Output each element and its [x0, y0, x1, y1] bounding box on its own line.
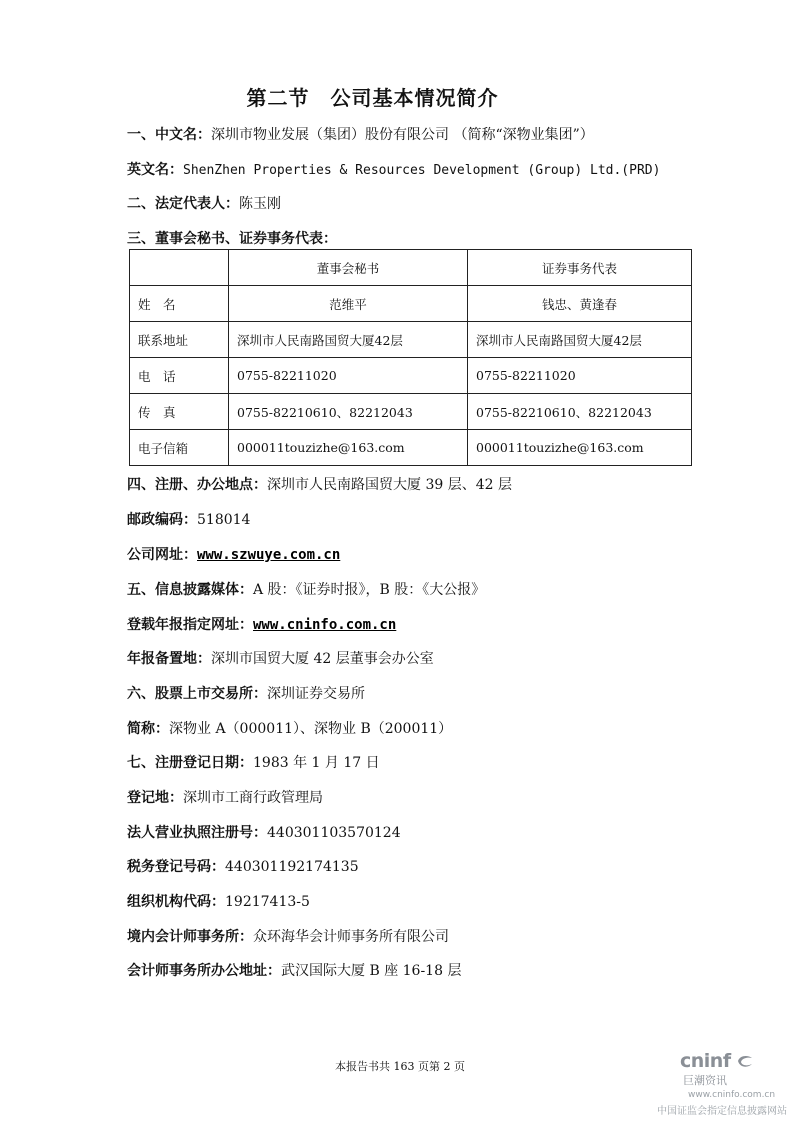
- table-cell: 传 真: [130, 394, 229, 430]
- auditor-line: [127, 926, 449, 946]
- auditor-address-label: 会计师事务所办公地址：: [127, 963, 281, 979]
- registration-place-label: 登记地：: [127, 790, 183, 806]
- registered-address-value: 深圳市人民南路国贸大厦 39 层、42 层: [267, 477, 512, 493]
- table-cell: 钱忠、黄逢春: [468, 286, 692, 322]
- tax-number-label: 税务登记号码：: [127, 859, 225, 875]
- table-cell: 联系地址: [130, 322, 229, 358]
- license-number-line: [127, 822, 401, 842]
- english-name-value: ShenZhen Properties & Resources Development (Group) Ltd.(PRD): [183, 163, 661, 178]
- chinese-name-value: 深圳市物业发展（集团）股份有限公司 （简称“深物业集团”）: [211, 127, 594, 143]
- cninfo-tagline: 中国证监会指定信息披露网站: [657, 1106, 787, 1117]
- registration-place-value: 深圳市工商行政管理局: [183, 790, 323, 806]
- chinese-name-label: 一、中文名：: [127, 127, 211, 143]
- cninfo-url: www.cninfo.com.cn: [688, 1090, 776, 1100]
- legal-rep-label: 二、法定代表人：: [127, 196, 239, 212]
- postcode-line: [127, 509, 250, 529]
- table-cell: 000011touzizhe@163.com: [229, 430, 468, 466]
- short-name-value: 深物业 A（000011）、深物业 B（200011）: [169, 721, 453, 737]
- section-title: 第二节 公司基本情况简介: [246, 86, 499, 110]
- table-cell: 0755-82210610、82212043: [468, 394, 692, 430]
- table-cell: 000011touzizhe@163.com: [468, 430, 692, 466]
- registered-address-line: [127, 474, 512, 494]
- website-label: 公司网址：: [127, 547, 197, 563]
- registration-place-line: [127, 787, 323, 807]
- org-code-line: [127, 891, 310, 911]
- contact-table: [129, 249, 692, 466]
- secretary-heading-label: 三、董事会秘书、证券事务代表：: [127, 231, 337, 247]
- page-footer: 本报告书共 163 页第 2 页: [335, 1060, 465, 1073]
- org-code-label: 组织机构代码：: [127, 894, 225, 910]
- table-row: [130, 286, 692, 322]
- auditor-value: 众环海华会计师事务所有限公司: [253, 929, 449, 945]
- cninfo-logo-word: cninf: [680, 1050, 731, 1072]
- cninfo-logo-subtitle: 巨潮资讯: [683, 1074, 727, 1087]
- cninfo-link[interactable]: www.cninfo.com.cn: [253, 617, 397, 633]
- table-cell: 0755-82211020: [468, 358, 692, 394]
- table-header-row: [130, 250, 692, 286]
- registered-address-label: 四、注册、办公地点：: [127, 477, 267, 493]
- report-site-label: 登载年报指定网址：: [127, 617, 253, 633]
- table-cell: 深圳市人民南路国贸大厦42层: [229, 322, 468, 358]
- postcode-label: 邮政编码：: [127, 512, 197, 528]
- auditor-label: 境内会计师事务所：: [127, 929, 253, 945]
- table-row: [130, 358, 692, 394]
- chinese-name-line: [127, 124, 594, 144]
- company-website-link[interactable]: www.szwuye.com.cn: [197, 547, 341, 563]
- secretary-heading-line: [127, 228, 337, 248]
- website-line: [127, 544, 340, 564]
- short-name-label: 简称：: [127, 721, 169, 737]
- english-name-line: [127, 159, 660, 179]
- cninfo-logo: [680, 1050, 785, 1088]
- media-value: A 股：《证券时报》，B 股：《大公报》: [253, 582, 486, 598]
- license-number-label: 法人营业执照注册号：: [127, 825, 267, 841]
- exchange-line: [127, 683, 365, 703]
- table-cell: 电子信箱: [130, 430, 229, 466]
- table-cell: 电 话: [130, 358, 229, 394]
- short-name-line: [127, 718, 452, 738]
- table-cell: 0755-82211020: [229, 358, 468, 394]
- tax-number-line: [127, 856, 359, 876]
- table-header-cell: 证券事务代表: [468, 250, 692, 286]
- cninfo-swirl-icon: [736, 1053, 754, 1069]
- registration-date-line: [127, 752, 380, 772]
- table-cell: 姓 名: [130, 286, 229, 322]
- exchange-value: 深圳证券交易所: [267, 686, 365, 702]
- table-cell: 0755-82210610、82212043: [229, 394, 468, 430]
- media-line: [127, 579, 485, 599]
- exchange-label: 六、股票上市交易所：: [127, 686, 267, 702]
- registration-date-label: 七、注册登记日期：: [127, 755, 253, 771]
- english-name-label: 英文名：: [127, 162, 183, 178]
- postcode-value: 518014: [197, 512, 251, 528]
- auditor-address-line: [127, 960, 461, 980]
- table-row: [130, 394, 692, 430]
- license-number-value: 440301103570124: [267, 825, 401, 841]
- table-cell: 范维平: [229, 286, 468, 322]
- registration-date-value: 1983 年 1 月 17 日: [253, 755, 380, 771]
- legal-rep-line: [127, 193, 281, 213]
- table-header-cell: [130, 250, 229, 286]
- tax-number-value: 440301192174135: [225, 859, 359, 875]
- auditor-address-value: 武汉国际大厦 B 座 16-18 层: [281, 963, 462, 979]
- report-location-label: 年报备置地：: [127, 651, 211, 667]
- table-row: [130, 430, 692, 466]
- table-header-cell: 董事会秘书: [229, 250, 468, 286]
- org-code-value: 19217413-5: [225, 894, 310, 910]
- table-row: [130, 322, 692, 358]
- legal-rep-value: 陈玉刚: [239, 196, 281, 212]
- table-cell: 深圳市人民南路国贸大厦42层: [468, 322, 692, 358]
- report-site-line: [127, 614, 396, 634]
- report-location-line: [127, 648, 434, 668]
- media-label: 五、信息披露媒体：: [127, 582, 253, 598]
- report-location-value: 深圳市国贸大厦 42 层董事会办公室: [211, 651, 434, 667]
